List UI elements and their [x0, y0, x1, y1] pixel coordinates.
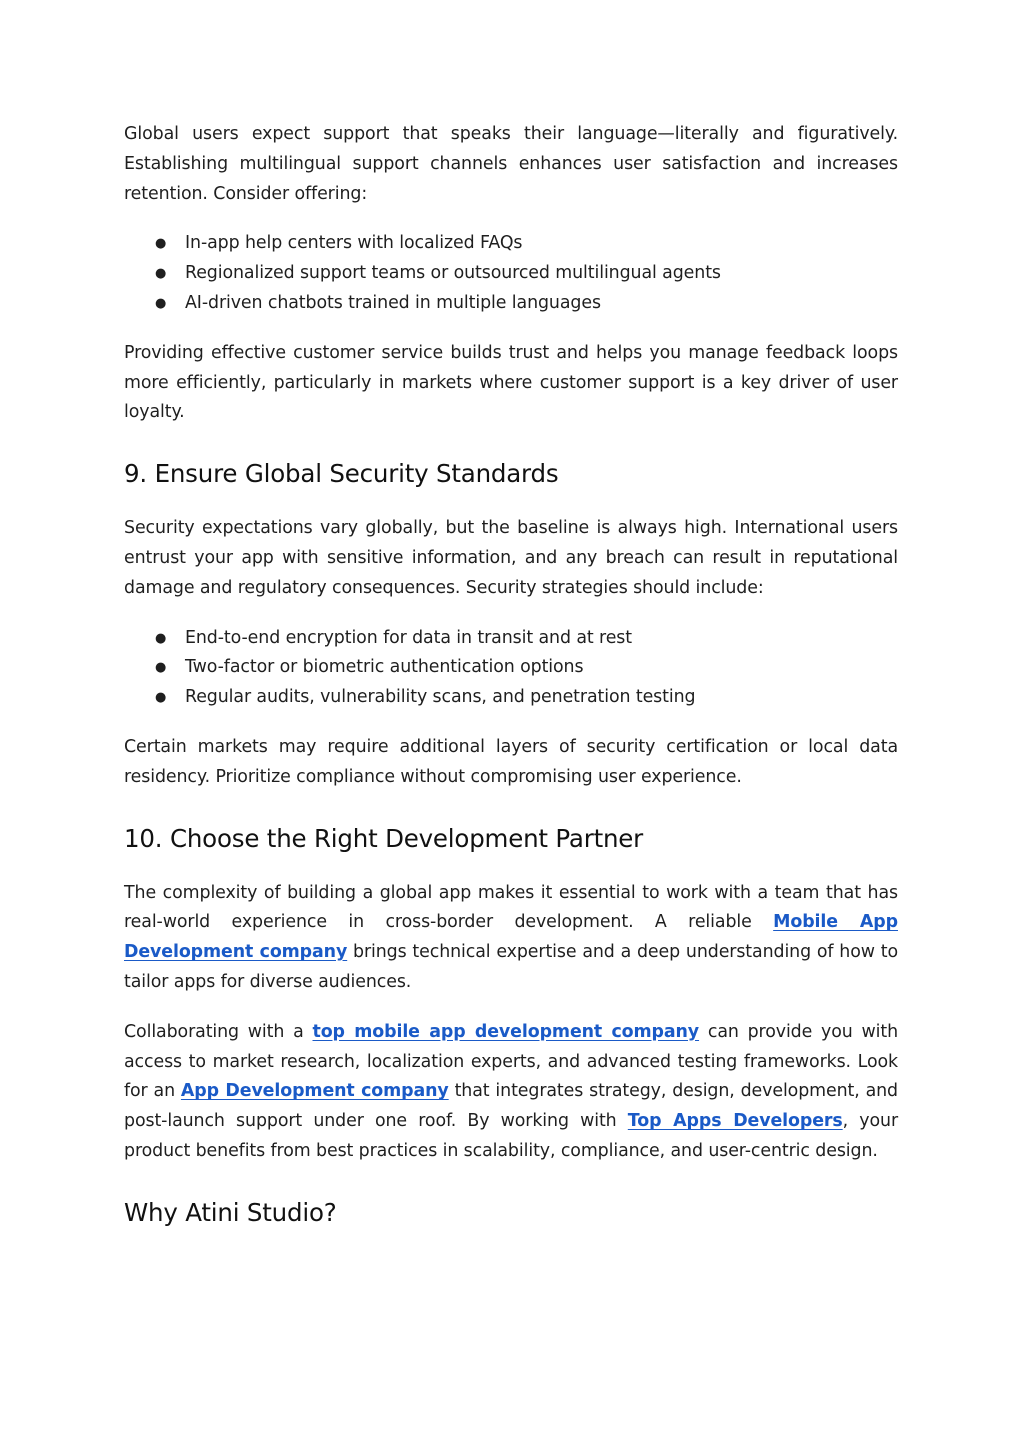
- security-heading: 9. Ensure Global Security Standards: [124, 459, 559, 489]
- partner-p1-text-after: brings technical expertise and a deep understanding of how to tailor apps for diverse audiences.: [124, 942, 898, 992]
- list-item-text: End-to-end encryption for data in transit and at rest: [185, 627, 632, 648]
- partner-p1-text-before: The complexity of building a global app makes it essential to work with a team that has real-world experience in cross-border development. A reliable: [124, 882, 898, 933]
- security-outro-paragraph: Certain markets may require additional layers of security certification or local data residency. Prioritize compliance without compromising user experience.: [124, 736, 898, 787]
- top-apps-developers-link[interactable]: Top Apps Developers: [627, 1111, 843, 1132]
- partner-paragraph-1: [124, 879, 898, 998]
- list-item-text: Two-factor or biometric authentication options: [185, 657, 584, 678]
- app-development-company-link[interactable]: App Development company: [180, 1081, 449, 1102]
- list-item: [124, 259, 898, 289]
- support-options-list: [124, 229, 898, 318]
- mobile-app-development-company-link[interactable]: Mobile App Development company: [124, 912, 898, 963]
- list-item-text: Regionalized support teams or outsourced multilingual agents: [185, 263, 721, 284]
- partner-p2-text-4: , your product benefits from best practices in scalability, compliance, and user-centric design.: [124, 1111, 899, 1161]
- support-outro-paragraph: Providing effective customer service builds trust and helps you manage feedback loops more efficiently, particularly in markets where customer support is a key driver of user loyalty.: [124, 342, 898, 423]
- partner-p2-text-1: Collaborating with a: [124, 1021, 313, 1042]
- list-item: [124, 289, 898, 319]
- bullet-icon: ●: [155, 236, 167, 252]
- security-intro-paragraph: Security expectations vary globally, but the baseline is always high. International users entrust your app with sensitive information, and any breach can result in reputational damage and regulatory consequences. Security strategies should include:: [124, 518, 898, 598]
- partner-paragraph-2: [124, 1018, 898, 1167]
- top-mobile-app-development-company-link[interactable]: top mobile app development company: [312, 1021, 700, 1042]
- document-page: [124, 120, 898, 1253]
- partner-heading: 10. Choose the Right Development Partner: [124, 823, 644, 853]
- list-item: [124, 624, 898, 654]
- security-strategies-list: [124, 624, 898, 713]
- partner-p2-text-2: can provide you with access to market research, localization experts, and advanced testing frameworks. Look for an: [124, 1021, 898, 1102]
- list-item-text: AI-driven chatbots trained in multiple languages: [185, 292, 601, 313]
- list-item-text: In-app help centers with localized FAQs: [185, 233, 523, 254]
- support-intro-paragraph: Global users expect support that speaks their language—literally and figuratively. Establishing multilingual support channels enhances user satisfaction and increases retention. Consider offering:: [124, 124, 898, 204]
- bullet-icon: ●: [155, 690, 167, 706]
- bullet-icon: ●: [155, 295, 167, 311]
- why-atini-studio-heading: Why Atini Studio?: [124, 1197, 337, 1227]
- bullet-icon: ●: [155, 266, 167, 282]
- list-item: [124, 229, 898, 259]
- bullet-icon: ●: [155, 660, 167, 676]
- bullet-icon: ●: [155, 630, 167, 646]
- list-item-text: Regular audits, vulnerability scans, and penetration testing: [185, 687, 696, 708]
- partner-p2-text-3: that integrates strategy, design, development, and post-launch support under one roof. By working with: [124, 1081, 898, 1132]
- list-item: [124, 683, 898, 713]
- list-item: [124, 653, 898, 683]
